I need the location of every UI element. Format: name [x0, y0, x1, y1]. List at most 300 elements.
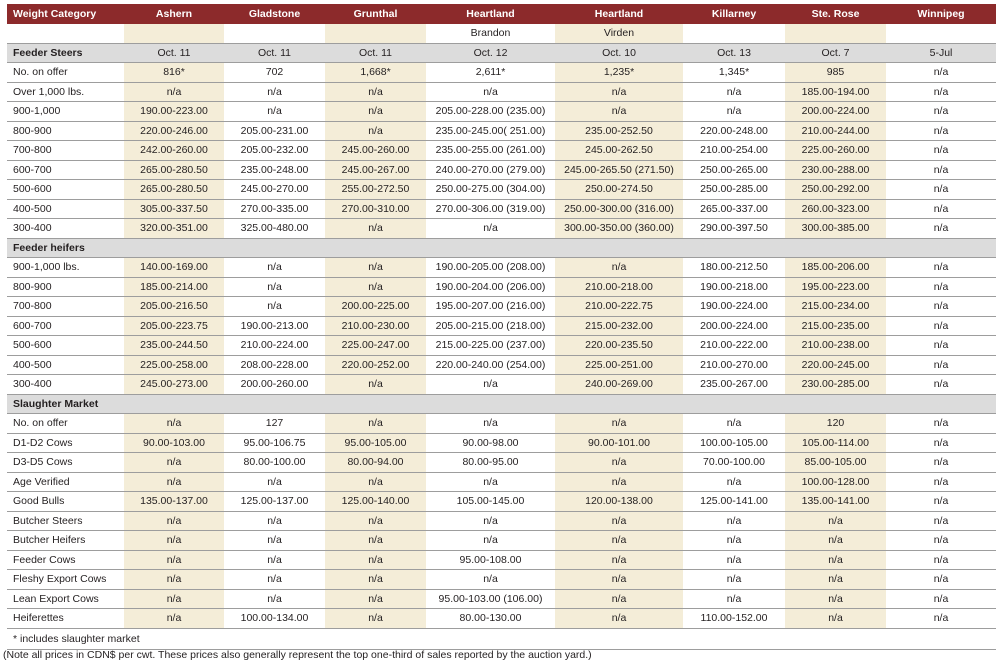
- row-label: 300-400: [7, 219, 124, 239]
- row-label: Butcher Steers: [7, 511, 124, 531]
- table-cell: 210.00-270.00: [683, 355, 785, 375]
- table-row: [7, 102, 996, 122]
- table-cell: [683, 394, 785, 414]
- table-row: [7, 219, 996, 239]
- table-cell: 265.00-280.50: [124, 180, 224, 200]
- table-cell: n/a: [886, 336, 996, 356]
- row-label: Fleshy Export Cows: [7, 570, 124, 590]
- table-cell: 110.00-152.00: [683, 609, 785, 629]
- column-header-col-8: Winnipeg: [886, 4, 996, 24]
- table-cell: n/a: [124, 589, 224, 609]
- table-cell: 250.00-265.00: [683, 160, 785, 180]
- table-cell: n/a: [886, 277, 996, 297]
- table-cell: 205.00-215.00 (218.00): [426, 316, 555, 336]
- table-cell: 120.00-138.00: [555, 492, 683, 512]
- row-label: Feeder Steers: [7, 43, 124, 63]
- table-cell: n/a: [325, 570, 426, 590]
- section-header-row: [7, 43, 996, 63]
- table-cell: Oct. 10: [555, 43, 683, 63]
- table-cell: n/a: [785, 531, 886, 551]
- section-header-row: [7, 238, 996, 258]
- column-header-col-6: Killarney: [683, 4, 785, 24]
- table-row: [7, 414, 996, 434]
- table-cell: [785, 238, 886, 258]
- table-cell: 270.00-310.00: [325, 199, 426, 219]
- row-label: 500-600: [7, 336, 124, 356]
- table-cell: n/a: [555, 82, 683, 102]
- table-cell: 235.00-252.50: [555, 121, 683, 141]
- table-cell: n/a: [325, 277, 426, 297]
- table-cell: 70.00-100.00: [683, 453, 785, 473]
- table-cell: n/a: [886, 433, 996, 453]
- table-cell: n/a: [785, 609, 886, 629]
- table-cell: n/a: [886, 511, 996, 531]
- table-cell: n/a: [325, 609, 426, 629]
- table-cell: 245.00-260.00: [325, 141, 426, 161]
- table-cell: 250.00-274.50: [555, 180, 683, 200]
- table-cell: 190.00-213.00: [224, 316, 325, 336]
- table-cell: Oct. 11: [224, 43, 325, 63]
- table-cell: n/a: [886, 355, 996, 375]
- table-cell: n/a: [886, 589, 996, 609]
- row-label: 900-1,000: [7, 102, 124, 122]
- table-cell: [325, 238, 426, 258]
- table-cell: n/a: [555, 589, 683, 609]
- table-cell: 240.00-270.00 (279.00): [426, 160, 555, 180]
- table-cell: n/a: [785, 589, 886, 609]
- table-row: [7, 531, 996, 551]
- table-cell: 210.00-218.00: [555, 277, 683, 297]
- column-header-col-1: Ashern: [124, 4, 224, 24]
- table-cell: n/a: [886, 199, 996, 219]
- price-table: [7, 4, 996, 650]
- table-cell: n/a: [785, 570, 886, 590]
- table-cell: n/a: [683, 511, 785, 531]
- table-cell: 200.00-224.00: [683, 316, 785, 336]
- footnote-row: [7, 628, 996, 649]
- table-cell: 305.00-337.50: [124, 199, 224, 219]
- table-cell: 180.00-212.50: [683, 258, 785, 278]
- table-cell: n/a: [886, 258, 996, 278]
- table-cell: n/a: [124, 609, 224, 629]
- table-cell: 190.00-205.00 (208.00): [426, 258, 555, 278]
- table-cell: n/a: [426, 375, 555, 395]
- table-cell: n/a: [426, 511, 555, 531]
- table-cell: 210.00-244.00: [785, 121, 886, 141]
- table-row: [7, 492, 996, 512]
- table-cell: 210.00-222.75: [555, 297, 683, 317]
- subheader-row: [7, 24, 996, 44]
- row-label: 900-1,000 lbs.: [7, 258, 124, 278]
- table-cell: 290.00-397.50: [683, 219, 785, 239]
- row-label: 600-700: [7, 316, 124, 336]
- table-cell: 195.00-207.00 (216.00): [426, 297, 555, 317]
- table-cell: n/a: [886, 472, 996, 492]
- table-cell: 245.00-265.50 (271.50): [555, 160, 683, 180]
- table-cell: 140.00-169.00: [124, 258, 224, 278]
- table-cell: n/a: [886, 121, 996, 141]
- table-cell: n/a: [683, 570, 785, 590]
- table-cell: 205.00-223.75: [124, 316, 224, 336]
- table-cell: n/a: [886, 609, 996, 629]
- table-cell: n/a: [124, 453, 224, 473]
- table-cell: n/a: [886, 180, 996, 200]
- table-cell: 325.00-480.00: [224, 219, 325, 239]
- table-cell: 210.00-238.00: [785, 336, 886, 356]
- table-cell: n/a: [426, 472, 555, 492]
- table-cell: [124, 394, 224, 414]
- table-cell: 90.00-98.00: [426, 433, 555, 453]
- table-cell: n/a: [886, 375, 996, 395]
- table-cell: 95.00-106.75: [224, 433, 325, 453]
- table-cell: 1,668*: [325, 63, 426, 83]
- row-label: Good Bulls: [7, 492, 124, 512]
- table-cell: 185.00-194.00: [785, 82, 886, 102]
- table-cell: n/a: [785, 511, 886, 531]
- table-cell: n/a: [124, 472, 224, 492]
- table-cell: n/a: [124, 414, 224, 434]
- table-cell: 225.00-251.00: [555, 355, 683, 375]
- table-cell: 190.00-223.00: [124, 102, 224, 122]
- table-cell: n/a: [555, 550, 683, 570]
- table-cell: n/a: [886, 141, 996, 161]
- row-label: Feeder Cows: [7, 550, 124, 570]
- table-cell: n/a: [555, 531, 683, 551]
- table-cell: [683, 24, 785, 44]
- table-cell: n/a: [124, 511, 224, 531]
- table-cell: 265.00-280.50: [124, 160, 224, 180]
- table-cell: n/a: [224, 297, 325, 317]
- table-cell: [124, 238, 224, 258]
- table-cell: 225.00-260.00: [785, 141, 886, 161]
- table-cell: n/a: [224, 589, 325, 609]
- table-cell: n/a: [124, 570, 224, 590]
- table-cell: 135.00-137.00: [124, 492, 224, 512]
- table-cell: 242.00-260.00: [124, 141, 224, 161]
- table-row: [7, 180, 996, 200]
- table-cell: 1,345*: [683, 63, 785, 83]
- row-label: No. on offer: [7, 63, 124, 83]
- table-cell: 250.00-285.00: [683, 180, 785, 200]
- table-cell: n/a: [426, 531, 555, 551]
- table-cell: n/a: [555, 414, 683, 434]
- table-cell: [224, 24, 325, 44]
- table-cell: 90.00-101.00: [555, 433, 683, 453]
- table-cell: n/a: [886, 550, 996, 570]
- table-cell: [886, 238, 996, 258]
- table-row: [7, 82, 996, 102]
- table-cell: 208.00-228.00: [224, 355, 325, 375]
- table-cell: n/a: [426, 219, 555, 239]
- table-cell: n/a: [683, 531, 785, 551]
- table-cell: 105.00-145.00: [426, 492, 555, 512]
- table-cell: 235.00-248.00: [224, 160, 325, 180]
- table-cell: 250.00-275.00 (304.00): [426, 180, 555, 200]
- table-cell: 190.00-218.00: [683, 277, 785, 297]
- table-cell: 135.00-141.00: [785, 492, 886, 512]
- row-label: 800-900: [7, 121, 124, 141]
- table-cell: n/a: [426, 570, 555, 590]
- table-cell: [683, 238, 785, 258]
- table-cell: 215.00-234.00: [785, 297, 886, 317]
- footnote: * includes slaughter market: [7, 628, 996, 649]
- table-cell: n/a: [555, 102, 683, 122]
- table-cell: 220.00-245.00: [785, 355, 886, 375]
- table-cell: n/a: [325, 531, 426, 551]
- table-cell: 210.00-230.00: [325, 316, 426, 336]
- table-cell: Oct. 13: [683, 43, 785, 63]
- table-row: [7, 316, 996, 336]
- column-header-col-7: Ste. Rose: [785, 4, 886, 24]
- table-cell: 205.00-228.00 (235.00): [426, 102, 555, 122]
- table-cell: 300.00-350.00 (360.00): [555, 219, 683, 239]
- table-cell: 105.00-114.00: [785, 433, 886, 453]
- table-cell: n/a: [683, 82, 785, 102]
- table-cell: n/a: [224, 82, 325, 102]
- table-row: [7, 355, 996, 375]
- row-label: 300-400: [7, 375, 124, 395]
- table-cell: 230.00-288.00: [785, 160, 886, 180]
- table-cell: 702: [224, 63, 325, 83]
- table-cell: [886, 24, 996, 44]
- table-cell: 816*: [124, 63, 224, 83]
- table-header-row: [7, 4, 996, 24]
- table-cell: 80.00-95.00: [426, 453, 555, 473]
- table-cell: n/a: [886, 297, 996, 317]
- table-cell: n/a: [224, 570, 325, 590]
- table-cell: 245.00-270.00: [224, 180, 325, 200]
- table-row: [7, 453, 996, 473]
- table-cell: n/a: [124, 82, 224, 102]
- table-row: [7, 375, 996, 395]
- table-cell: 85.00-105.00: [785, 453, 886, 473]
- table-cell: 230.00-285.00: [785, 375, 886, 395]
- table-row: [7, 160, 996, 180]
- table-cell: [426, 394, 555, 414]
- table-cell: 2,611*: [426, 63, 555, 83]
- table-cell: n/a: [683, 550, 785, 570]
- column-header-col-3: Grunthal: [325, 4, 426, 24]
- table-cell: 5-Jul: [886, 43, 996, 63]
- column-header-col-5: Heartland: [555, 4, 683, 24]
- row-label: Lean Export Cows: [7, 589, 124, 609]
- table-row: [7, 258, 996, 278]
- table-cell: 80.00-100.00: [224, 453, 325, 473]
- table-row: [7, 63, 996, 83]
- table-cell: 100.00-134.00: [224, 609, 325, 629]
- table-cell: 90.00-103.00: [124, 433, 224, 453]
- table-cell: 100.00-105.00: [683, 433, 785, 453]
- table-row: [7, 336, 996, 356]
- table-cell: 190.00-224.00: [683, 297, 785, 317]
- table-cell: 185.00-206.00: [785, 258, 886, 278]
- table-cell: 985: [785, 63, 886, 83]
- row-label: Feeder heifers: [7, 238, 124, 258]
- table-cell: [224, 238, 325, 258]
- table-cell: n/a: [325, 375, 426, 395]
- table-cell: 245.00-267.00: [325, 160, 426, 180]
- table-cell: [886, 394, 996, 414]
- table-cell: n/a: [683, 102, 785, 122]
- row-label: [7, 24, 124, 44]
- table-cell: [124, 24, 224, 44]
- table-cell: n/a: [426, 82, 555, 102]
- table-cell: n/a: [325, 511, 426, 531]
- table-cell: n/a: [325, 258, 426, 278]
- table-cell: 250.00-292.00: [785, 180, 886, 200]
- row-label: Over 1,000 lbs.: [7, 82, 124, 102]
- table-row: [7, 511, 996, 531]
- row-label: 400-500: [7, 355, 124, 375]
- table-cell: n/a: [886, 570, 996, 590]
- table-cell: 235.00-267.00: [683, 375, 785, 395]
- table-cell: 210.00-222.00: [683, 336, 785, 356]
- table-cell: [325, 394, 426, 414]
- table-cell: n/a: [555, 258, 683, 278]
- table-cell: Oct. 12: [426, 43, 555, 63]
- table-cell: 120: [785, 414, 886, 434]
- table-cell: n/a: [224, 531, 325, 551]
- table-cell: n/a: [124, 550, 224, 570]
- table-cell: n/a: [555, 453, 683, 473]
- table-cell: 220.00-252.00: [325, 355, 426, 375]
- table-cell: 215.00-225.00 (237.00): [426, 336, 555, 356]
- table-cell: n/a: [325, 589, 426, 609]
- table-cell: 190.00-204.00 (206.00): [426, 277, 555, 297]
- table-cell: n/a: [224, 511, 325, 531]
- table-cell: 200.00-225.00: [325, 297, 426, 317]
- table-cell: 1,235*: [555, 63, 683, 83]
- table-cell: n/a: [124, 531, 224, 551]
- table-cell: n/a: [224, 258, 325, 278]
- table-cell: 225.00-247.00: [325, 336, 426, 356]
- table-cell: 245.00-273.00: [124, 375, 224, 395]
- table-cell: [224, 394, 325, 414]
- table-cell: n/a: [555, 511, 683, 531]
- table-cell: n/a: [886, 219, 996, 239]
- section-header-row: [7, 394, 996, 414]
- table-cell: [426, 238, 555, 258]
- table-cell: n/a: [886, 414, 996, 434]
- table-cell: Brandon: [426, 24, 555, 44]
- table-cell: [785, 24, 886, 44]
- table-cell: n/a: [325, 414, 426, 434]
- table-cell: n/a: [325, 219, 426, 239]
- table-cell: 320.00-351.00: [124, 219, 224, 239]
- table-cell: n/a: [325, 102, 426, 122]
- table-cell: n/a: [555, 609, 683, 629]
- table-cell: Oct. 11: [124, 43, 224, 63]
- table-cell: n/a: [555, 472, 683, 492]
- table-row: [7, 472, 996, 492]
- table-cell: 205.00-232.00: [224, 141, 325, 161]
- table-cell: 210.00-254.00: [683, 141, 785, 161]
- table-cell: n/a: [886, 102, 996, 122]
- table-cell: 127: [224, 414, 325, 434]
- table-cell: 195.00-223.00: [785, 277, 886, 297]
- table-cell: 95.00-103.00 (106.00): [426, 589, 555, 609]
- table-cell: 205.00-231.00: [224, 121, 325, 141]
- table-cell: n/a: [224, 102, 325, 122]
- row-label: 800-900: [7, 277, 124, 297]
- table-cell: n/a: [886, 531, 996, 551]
- column-header-weight-category: Weight Category: [7, 4, 124, 24]
- table-cell: 220.00-248.00: [683, 121, 785, 141]
- table-cell: n/a: [224, 472, 325, 492]
- row-label: Butcher Heifers: [7, 531, 124, 551]
- table-cell: 100.00-128.00: [785, 472, 886, 492]
- table-cell: 220.00-240.00 (254.00): [426, 355, 555, 375]
- table-cell: n/a: [325, 472, 426, 492]
- table-cell: n/a: [555, 570, 683, 590]
- table-row: [7, 121, 996, 141]
- table-cell: 125.00-140.00: [325, 492, 426, 512]
- table-cell: 80.00-94.00: [325, 453, 426, 473]
- table-row: [7, 589, 996, 609]
- row-label: D3-D5 Cows: [7, 453, 124, 473]
- table-cell: n/a: [886, 63, 996, 83]
- table-cell: 250.00-300.00 (316.00): [555, 199, 683, 219]
- table-body: [7, 24, 996, 650]
- row-label: Age Verified: [7, 472, 124, 492]
- table-cell: [555, 238, 683, 258]
- table-cell: n/a: [683, 414, 785, 434]
- table-cell: Oct. 11: [325, 43, 426, 63]
- table-cell: n/a: [683, 472, 785, 492]
- table-row: [7, 199, 996, 219]
- row-label: No. on offer: [7, 414, 124, 434]
- row-label: Heiferettes: [7, 609, 124, 629]
- table-cell: 215.00-235.00: [785, 316, 886, 336]
- row-label: Slaughter Market: [7, 394, 124, 414]
- row-label: 400-500: [7, 199, 124, 219]
- table-row: [7, 550, 996, 570]
- table-cell: 80.00-130.00: [426, 609, 555, 629]
- table-cell: 255.00-272.50: [325, 180, 426, 200]
- table-row: [7, 297, 996, 317]
- table-cell: n/a: [426, 414, 555, 434]
- table-cell: 200.00-260.00: [224, 375, 325, 395]
- table-row: [7, 609, 996, 629]
- table-cell: n/a: [886, 160, 996, 180]
- table-cell: 215.00-232.00: [555, 316, 683, 336]
- table-cell: 220.00-246.00: [124, 121, 224, 141]
- table-cell: Virden: [555, 24, 683, 44]
- table-cell: 95.00-105.00: [325, 433, 426, 453]
- table-row: [7, 141, 996, 161]
- table-cell: 205.00-216.50: [124, 297, 224, 317]
- table-cell: 225.00-258.00: [124, 355, 224, 375]
- table-cell: 185.00-214.00: [124, 277, 224, 297]
- table-cell: n/a: [224, 550, 325, 570]
- table-cell: n/a: [886, 492, 996, 512]
- price-note: (Note all prices in CDN$ per cwt. These prices also generally represent the top one-third of sales reported by the auction yard.): [3, 649, 592, 661]
- table-cell: n/a: [886, 316, 996, 336]
- table-cell: 210.00-224.00: [224, 336, 325, 356]
- table-cell: n/a: [683, 589, 785, 609]
- row-label: 700-800: [7, 297, 124, 317]
- table-cell: n/a: [224, 277, 325, 297]
- table-cell: 125.00-137.00: [224, 492, 325, 512]
- row-label: 700-800: [7, 141, 124, 161]
- table-row: [7, 433, 996, 453]
- row-label: 500-600: [7, 180, 124, 200]
- table-cell: 270.00-306.00 (319.00): [426, 199, 555, 219]
- table-row: [7, 570, 996, 590]
- table-cell: n/a: [325, 121, 426, 141]
- table-cell: Oct. 7: [785, 43, 886, 63]
- table-cell: 95.00-108.00: [426, 550, 555, 570]
